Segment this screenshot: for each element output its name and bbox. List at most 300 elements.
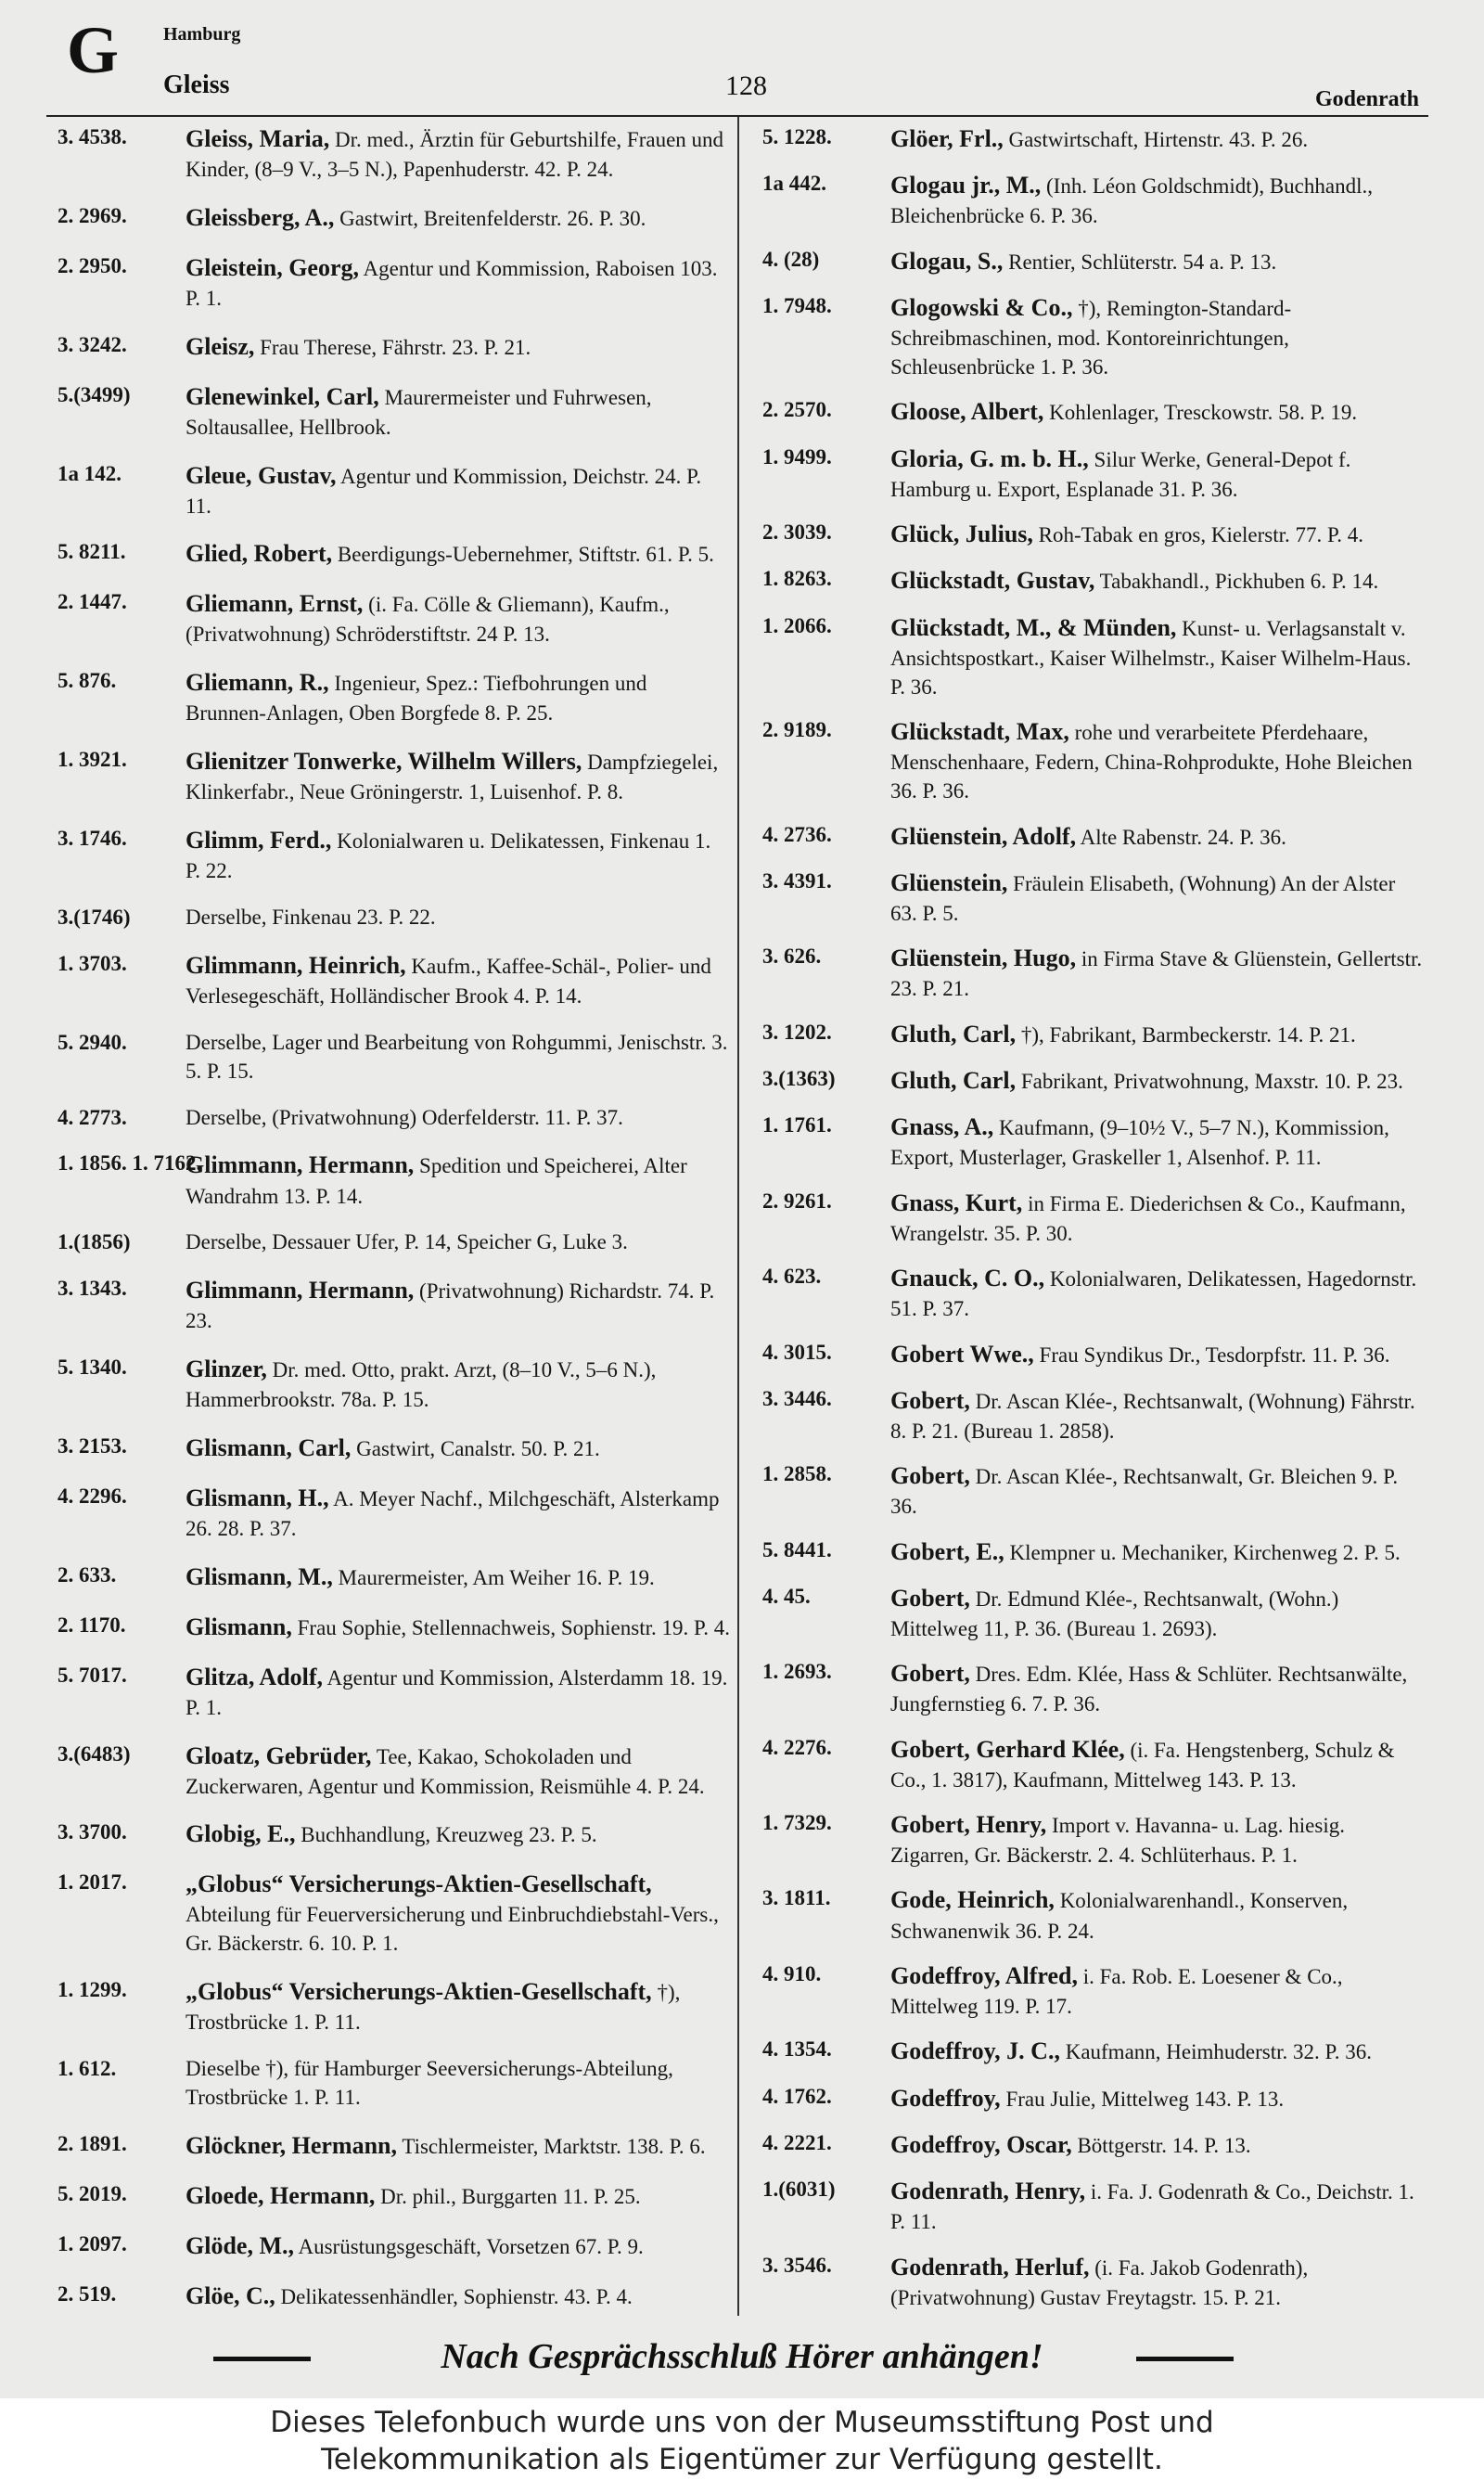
phone-number: 1. 7329.	[762, 1811, 832, 1835]
directory-entry	[762, 291, 1426, 381]
entry-body	[890, 395, 1426, 428]
entry-details: Frau Sophie, Stellennachweis, Sophienstr. 19. P. 4.	[297, 1615, 730, 1639]
entry-body	[186, 1482, 730, 1543]
entry-details: †), Fabrikant, Barmbeckerstr. 14. P. 21.	[1020, 1022, 1356, 1047]
directory-entry	[58, 330, 730, 363]
entry-name: Glöckner, Hermann,	[186, 2132, 397, 2160]
directory-entry	[762, 1111, 1426, 1172]
caption-line-2: Telekommunikation als Eigentümer zur Verfügung gestellt.	[321, 2443, 1163, 2477]
phone-number: 5. 1340.	[58, 1356, 127, 1380]
entry-body	[890, 942, 1426, 1003]
directory-entry	[762, 1384, 1426, 1446]
entry-details: (Inh. Léon Goldschmidt), Buchhandl., Bleichenbrücke 6. P. 36.	[890, 174, 1373, 228]
directory-entry	[762, 2128, 1426, 2161]
entry-name: Gliemann, R.,	[186, 669, 329, 697]
phone-number: 1. 1856. 1. 7162.	[58, 1151, 202, 1176]
entry-details: Dr. phil., Burggarten 11. P. 25.	[380, 2184, 641, 2208]
entry-body	[186, 949, 730, 1010]
entry-body	[186, 2129, 730, 2162]
entry-body	[186, 1028, 730, 1086]
column-divider	[737, 117, 739, 2316]
entry-name: Glimmann, Heinrich,	[186, 951, 406, 979]
entry-details: Kaufm., Kaffee-Schäl-, Polier- und Verlesegeschäft, Holländischer Brook 4. P. 14.	[186, 954, 711, 1008]
directory-entry	[58, 459, 730, 520]
entry-details: A. Meyer Nachf., Milchgeschäft, Alsterkamp 26. 28. P. 37.	[186, 1486, 720, 1541]
entry-details: Gastwirt, Breitenfelderstr. 26. P. 30.	[339, 206, 646, 230]
entry-body	[186, 459, 730, 520]
entry-body	[890, 1536, 1426, 1568]
phone-number: 1. 2858.	[762, 1462, 832, 1486]
directory-entry	[762, 443, 1426, 504]
entry-name: Glienitzer Tonwerke, Wilhelm Willers,	[186, 748, 582, 776]
directory-entry	[58, 666, 730, 727]
directory-entry	[762, 518, 1426, 550]
entry-body	[890, 1459, 1426, 1521]
entry-details: Kunst- u. Verlagsanstalt v. Ansichtspostkart., Kaiser Wilhelmstr., Kaiser Wilhelm-Haus. P. 36.	[890, 616, 1412, 699]
phone-number: 1. 9499.	[762, 444, 832, 469]
phone-number: 4. 1762.	[762, 2084, 832, 2108]
entry-details: Ausrüstungsgeschäft, Vorsetzen 67. P. 9.	[298, 2234, 644, 2258]
directory-entry	[762, 564, 1426, 597]
directory-entry	[58, 1975, 730, 2037]
entry-body	[890, 1111, 1426, 1172]
phone-number: 3.(6483)	[58, 1741, 131, 1766]
phone-number: 1a 442.	[762, 172, 826, 196]
directory-entry	[58, 1740, 730, 1801]
entry-body	[890, 122, 1426, 155]
entry-body	[186, 745, 730, 806]
entry-name: Glimmann, Hermann,	[186, 1151, 415, 1179]
directory-entry	[762, 122, 1426, 155]
phone-number: 1a 142.	[58, 461, 122, 485]
entry-body	[890, 715, 1426, 805]
entry-details: Alte Rabenstr. 24. P. 36.	[1080, 825, 1286, 849]
directory-entry	[762, 2082, 1426, 2114]
phone-number: 3. 1343.	[58, 1277, 127, 1301]
entry-details: Frau Therese, Fährstr. 23. P. 21.	[260, 335, 531, 359]
directory-entry	[58, 1868, 730, 1958]
entry-name: Gleistein, Georg,	[186, 253, 360, 281]
entry-body	[890, 1262, 1426, 1323]
entry-name: Godenrath, Herluf,	[890, 2253, 1090, 2281]
archive-caption	[0, 2398, 1484, 2480]
phone-number: 4. 3015.	[762, 1340, 832, 1364]
entry-details: i. Fa. J. Godenrath & Co., Deichstr. 1. P. 11.	[890, 2180, 1414, 2234]
entry-details: Gastwirtschaft, Hirtenstr. 43. P. 26.	[1008, 128, 1309, 151]
phone-number: 3. 626.	[762, 944, 822, 969]
entry-body	[186, 1975, 730, 2037]
entry-details: Tee, Kakao, Schokoladen und Zuckerwaren, Agentur und Kommission, Reismühle 4. P. 24.	[186, 1744, 705, 1798]
entry-details: (i. Fa. Cölle & Gliemann), Kaufm.,(Privatwohnung) Schröderstiftstr. 24 P. 13.	[186, 593, 670, 647]
entry-details: Buchhandlung, Kreuzweg 23. P. 5.	[301, 1823, 597, 1847]
entry-name: Gleissberg, A.,	[186, 203, 335, 231]
footer-rule-right	[1136, 2357, 1234, 2361]
phone-number: 4. 2736.	[762, 822, 832, 846]
entry-body	[186, 2229, 730, 2262]
entry-details: Rentier, Schlüterstr. 54 a. P. 13.	[1008, 250, 1277, 274]
entry-details: (Privatwohnung) Richardstr. 74. P. 23.	[186, 1279, 715, 1333]
entry-details: Maurermeister, Am Weiher 16. P. 19.	[338, 1565, 655, 1589]
directory-entry	[762, 2035, 1426, 2067]
entry-body	[186, 330, 730, 363]
phone-number: 5. 8441.	[762, 1537, 832, 1561]
entry-body	[890, 1384, 1426, 1446]
entry-name: Glied, Robert,	[186, 540, 333, 568]
entry-name: Gobert, E.,	[890, 1537, 1004, 1565]
entry-name: Godeffroy, Oscar,	[890, 2130, 1072, 2158]
entry-details: i. Fa. Rob. E. Loesener & Co., Mittelweg 119. P. 17.	[890, 1964, 1343, 2018]
directory-entry	[58, 1227, 730, 1256]
directory-entry	[58, 2229, 730, 2262]
directory-entry	[762, 1536, 1426, 1568]
directory-entry	[58, 824, 730, 885]
phone-number: 3. 4391.	[762, 868, 832, 893]
directory-entry	[58, 251, 730, 313]
directory-entry	[762, 820, 1426, 853]
entry-name: Globig, E.,	[186, 1820, 296, 1848]
entry-body	[890, 291, 1426, 381]
entry-body	[890, 443, 1426, 504]
phone-number: 5.(3499)	[58, 382, 131, 406]
entry-details: Derselbe, Finkenau 23. P. 22.	[186, 906, 436, 929]
directory-entry	[58, 1028, 730, 1086]
entry-body	[186, 2179, 730, 2212]
entry-body	[186, 1661, 730, 1722]
entry-details: Tabakhandl., Pickhuben 6. P. 14.	[1099, 570, 1379, 594]
entry-body	[186, 1353, 730, 1414]
entry-details: Agentur und Kommission, Deichstr. 24. P. 11.	[186, 464, 702, 518]
entry-name: Gobert, Henry,	[890, 1811, 1047, 1839]
directory-entry	[58, 1432, 730, 1464]
entry-name: Glenewinkel, Carl,	[186, 382, 379, 410]
directory-entry	[58, 122, 730, 184]
phone-number: 2. 9261.	[762, 1189, 832, 1213]
entry-name: Glogau, S.,	[890, 247, 1004, 275]
phone-number: 1. 2693.	[762, 1660, 832, 1684]
entry-details: Dieselbe †), für Hamburger Seeversicherungs-Abteilung, Trostbrücke 1. P. 11.	[186, 2057, 673, 2110]
entry-details: Dr. Ascan Klée-, Rechtsanwalt, (Wohnung) Fährstr. 8. P. 21. (Bureau 1. 2858).	[890, 1389, 1415, 1443]
entry-details: (i. Fa. Hengstenberg, Schulz & Co., 1. 3817), Kaufmann, Mittelweg 143. P. 13.	[890, 1738, 1395, 1792]
phone-number: 4. 2276.	[762, 1735, 832, 1759]
directory-entry	[58, 949, 730, 1010]
entry-details: Dampfziegelei, Klinkerfabr., Neue Gröningerstr. 1, Luisenhof. P. 8.	[186, 751, 719, 804]
entry-body	[890, 820, 1426, 853]
phone-number: 2. 2950.	[58, 253, 127, 277]
phone-number: 3.(1746)	[58, 906, 131, 929]
phone-number: 1. 2097.	[58, 2231, 127, 2255]
phone-number: 5. 1228.	[762, 125, 832, 148]
entry-body	[186, 1611, 730, 1643]
directory-entry	[58, 1611, 730, 1643]
entry-body	[890, 2128, 1426, 2161]
entry-body	[890, 1582, 1426, 1643]
phone-number: 1. 7948.	[762, 294, 832, 318]
entry-body	[186, 1227, 730, 1256]
phone-number: 5. 876.	[58, 669, 117, 693]
phone-number: 3. 2153.	[58, 1434, 127, 1458]
directory-entry	[58, 1353, 730, 1414]
entry-details: Kohlenlager, Tresckowstr. 58. P. 19.	[1049, 401, 1358, 425]
phone-number: 2. 1447.	[58, 590, 127, 614]
entry-body	[186, 1274, 730, 1335]
entry-details: Ingenieur, Spez.: Tiefbohrungen und Brunnen-Anlagen, Oben Borgfede 8. P. 25.	[186, 672, 647, 726]
phone-number: 1.(6031)	[762, 2178, 836, 2202]
directory-entry	[58, 587, 730, 649]
entry-body	[186, 1149, 730, 1210]
entry-body	[890, 245, 1426, 277]
entry-body	[186, 537, 730, 570]
directory-entry	[762, 1187, 1426, 1248]
entry-body	[186, 2054, 730, 2112]
entry-name: Gleiss, Maria,	[186, 125, 330, 152]
entry-name: Glüenstein, Hugo,	[890, 944, 1077, 972]
directory-entry	[762, 2175, 1426, 2236]
phone-number: 3. 4538.	[58, 125, 127, 148]
city-label: Hamburg	[163, 24, 241, 45]
entry-details: Agentur und Kommission, Alsterdamm 18. 19. P. 1.	[186, 1665, 728, 1719]
directory-entry	[58, 537, 730, 570]
entry-details: Böttgerstr. 14. P. 13.	[1077, 2133, 1251, 2157]
entry-body	[186, 1432, 730, 1464]
entry-details: Dr. Ascan Klée-, Rechtsanwalt, Gr. Bleichen 9. P. 36.	[890, 1465, 1399, 1519]
phone-number: 1. 2017.	[58, 1870, 127, 1895]
entry-details: Silur Werke, General-Depot f. Hamburg u. Export, Esplanade 31. P. 36.	[890, 447, 1351, 501]
entry-body	[890, 1883, 1426, 1945]
entry-name: Gluth, Carl,	[890, 1067, 1017, 1095]
phone-number: 2. 633.	[58, 1562, 117, 1587]
directory-entry	[58, 1661, 730, 1722]
directory-entry	[58, 2179, 730, 2212]
entry-name: Glitza, Adolf,	[186, 1663, 324, 1690]
entry-name: Gluth, Carl,	[890, 1020, 1017, 1047]
entry-details: Beerdigungs-Uebernehmer, Stiftstr. 61. P. 5.	[337, 543, 714, 567]
entry-body	[890, 1733, 1426, 1794]
phone-number: 1. 1299.	[58, 1978, 127, 2002]
entry-name: Glöer, Frl.,	[890, 125, 1004, 152]
directory-entry	[762, 169, 1426, 230]
entry-details: Import v. Havanna- u. Lag. hiesig. Zigarren, Gr. Bäckerstr. 2. 4. Schlüterhaus. P. 1.	[890, 1814, 1345, 1868]
entry-name: Gleue, Gustav,	[186, 461, 337, 489]
last-entry-name: Godenrath	[1314, 87, 1419, 111]
phone-number: 1.(1856)	[58, 1230, 131, 1254]
phone-number: 2. 9189.	[762, 718, 832, 742]
entry-body	[890, 1338, 1426, 1370]
entry-body	[186, 1818, 730, 1850]
entry-name: Gloatz, Gebrüder,	[186, 1741, 372, 1769]
phone-number: 2. 1891.	[58, 2132, 127, 2156]
entry-body	[186, 122, 730, 184]
phone-number: 2. 2969.	[58, 203, 127, 227]
right-column	[762, 122, 1426, 2312]
entry-details: Kolonialwaren, Delikatessen, Hagedornstr. 51. P. 37.	[890, 1267, 1417, 1321]
phone-number: 3. 1811.	[762, 1886, 831, 1910]
entry-details: Maurermeister und Fuhrwesen, Soltausallee, Hellbrook.	[186, 385, 652, 439]
entry-body	[186, 380, 730, 442]
directory-entry	[58, 2054, 730, 2112]
entry-body	[890, 1064, 1426, 1097]
phone-number: 4. 2773.	[58, 1105, 127, 1129]
entry-name: „Globus“ Versicherungs-Aktien-Gesellschaft,	[186, 1870, 652, 1898]
directory-entry	[58, 745, 730, 806]
caption-line-1: Dieses Telefonbuch wurde uns von der Museumsstiftung Post und	[270, 2406, 1214, 2439]
entry-body	[890, 1960, 1426, 2021]
entry-details: Frau Julie, Mittelweg 143. P. 13.	[1005, 2087, 1285, 2111]
entry-name: Glismann, Carl,	[186, 1434, 352, 1462]
entry-name: Glöe, C.,	[186, 2281, 275, 2309]
entry-name: Gode, Heinrich,	[890, 1886, 1055, 1914]
phone-number: 2. 3039.	[762, 520, 832, 545]
phone-number: 3. 1202.	[762, 1020, 832, 1044]
phone-number: 2. 1170.	[58, 1613, 126, 1637]
entry-name: Gloede, Hermann,	[186, 2181, 376, 2209]
phone-number: 1. 2066.	[762, 613, 832, 637]
entry-body	[890, 518, 1426, 550]
entry-details: Derselbe, (Privatwohnung) Oderfelderstr. 11. P. 37.	[186, 1105, 623, 1129]
directory-entry	[58, 1149, 730, 1210]
entry-body	[186, 1868, 730, 1958]
entry-name: Glüenstein, Adolf,	[890, 822, 1077, 850]
entry-name: Glismann, H.,	[186, 1484, 329, 1511]
entry-body	[186, 251, 730, 313]
phone-number: 4. 45.	[762, 1584, 811, 1608]
directory-entry	[58, 2280, 730, 2312]
directory-entry	[762, 867, 1426, 928]
entry-details: Dr. med. Otto, prakt. Arzt, (8–10 V., 5–6 N.), Hammerbrookstr. 78a. P. 15.	[186, 1358, 657, 1412]
entry-name: Gloria, G. m. b. H.,	[890, 444, 1089, 472]
entry-name: Godeffroy, J. C.,	[890, 2037, 1060, 2065]
directory-entry	[762, 715, 1426, 805]
entry-details: †), Trostbrücke 1. P. 11.	[186, 1981, 681, 2035]
entry-name: Glogau jr., M.,	[890, 172, 1042, 199]
phone-number: 1. 3921.	[58, 748, 127, 772]
directory-entry	[58, 380, 730, 442]
entry-body	[186, 1103, 730, 1132]
entry-name: Gnass, Kurt,	[890, 1189, 1023, 1216]
entry-name: Glüenstein,	[890, 868, 1008, 896]
entry-name: Glück, Julius,	[890, 520, 1033, 548]
directory-entry	[762, 2251, 1426, 2312]
directory-entry	[58, 1274, 730, 1335]
directory-entry	[58, 1561, 730, 1593]
entry-details: Kaufmann, Heimhuderstr. 32. P. 36.	[1065, 2040, 1372, 2064]
entry-details: rohe und verarbeitete Pferdehaare, Menschenhaare, Federn, China-Rohprodukte, Hohe Bleichen 36. P. 36.	[890, 721, 1413, 803]
entry-name: Gobert,	[890, 1660, 970, 1688]
entry-details: Kolonialwarenhandl., Konserven, Schwanenwik 36. P. 24.	[890, 1889, 1349, 1943]
entry-details: in Firma E. Diederichsen & Co., Kaufmann, Wrangelstr. 35. P. 30.	[890, 1191, 1406, 1245]
directory-entry	[762, 611, 1426, 701]
entry-name: Gloose, Albert,	[890, 398, 1044, 426]
phone-number: 4. 2221.	[762, 2130, 832, 2154]
directory-entry	[762, 1064, 1426, 1097]
phone-number: 3. 3242.	[58, 332, 127, 356]
entry-name: Gnauck, C. O.,	[890, 1265, 1045, 1292]
directory-entry	[762, 1883, 1426, 1945]
directory-entry	[58, 1482, 730, 1543]
entry-details: Dr. med., Ärztin für Geburtshilfe, Frauen und Kinder, (8–9 V., 3–5 N.), Papenhuderstr. 42. P. 24.	[186, 128, 724, 182]
entry-body	[186, 587, 730, 649]
entry-name: Glogowski & Co.,	[890, 294, 1073, 322]
phone-number: 4. 910.	[762, 1961, 822, 1985]
phone-number: 3. 1746.	[58, 827, 127, 851]
entry-name: Gobert,	[890, 1462, 970, 1490]
phone-number: 5. 2019.	[58, 2181, 127, 2205]
phone-number: 3. 3446.	[762, 1386, 832, 1410]
entry-details: Agentur und Kommission, Raboisen 103. P. 1.	[186, 256, 718, 310]
phone-number: 1. 8263.	[762, 567, 832, 591]
entry-name: Gobert,	[890, 1386, 970, 1414]
directory-entry	[762, 1733, 1426, 1794]
entry-body	[186, 1561, 730, 1593]
entry-body	[186, 903, 730, 932]
entry-name: „Globus“ Versicherungs-Aktien-Gesellschaft,	[186, 1978, 652, 2006]
entry-body	[890, 1657, 1426, 1718]
entry-name: Glinzer,	[186, 1356, 267, 1383]
phone-number: 1. 1761.	[762, 1113, 832, 1137]
entry-details: Dres. Edm. Klée, Hass & Schlüter. Rechtsanwälte, Jungfernstieg 6. 7. P. 36.	[890, 1663, 1408, 1716]
entry-details: †), Remington-Standard-Schreibmaschinen, mod. Kontoreinrichtungen, Schleusenbrücke 1. P. 36.	[890, 297, 1292, 379]
entry-body	[890, 2082, 1426, 2114]
entry-body	[186, 201, 730, 234]
entry-body	[186, 666, 730, 727]
phone-number: 3. 3700.	[58, 1820, 127, 1844]
directory-entry	[58, 903, 730, 932]
entry-body	[890, 611, 1426, 701]
entry-details: Kolonialwaren u. Delikatessen, Finkenau 1. P. 22.	[186, 829, 711, 883]
section-letter: G	[67, 13, 120, 87]
entry-name: Glimmann, Hermann,	[186, 1277, 415, 1304]
entry-body	[890, 2035, 1426, 2067]
footer-slogan: Nach Gesprächsschluß Hörer anhängen!	[441, 2337, 1043, 2376]
entry-name: Glückstadt, Gustav,	[890, 567, 1095, 595]
directory-entry	[762, 1582, 1426, 1643]
directory-entry	[762, 1262, 1426, 1323]
entry-details: in Firma Stave & Glüenstein, Gellertstr. 23. P. 21.	[890, 947, 1423, 1001]
entry-body	[890, 564, 1426, 597]
entry-name: Gobert Wwe.,	[890, 1340, 1034, 1368]
directory-entry	[58, 1818, 730, 1850]
phone-number: 4. 1354.	[762, 2037, 832, 2062]
entry-details: Fräulein Elisabeth, (Wohnung) An der Alster 63. P. 5.	[890, 871, 1396, 926]
left-column	[58, 122, 730, 2312]
entry-name: Glückstadt, M., & Münden,	[890, 613, 1177, 641]
entry-details: Derselbe, Dessauer Ufer, P. 14, Speicher G, Luke 3.	[186, 1230, 628, 1254]
entry-body	[890, 2251, 1426, 2312]
entry-name: Gobert, Gerhard Klée,	[890, 1735, 1125, 1763]
phone-number: 4. 2296.	[58, 1484, 127, 1508]
directory-entry	[762, 1338, 1426, 1370]
phone-number: 5. 7017.	[58, 1663, 127, 1687]
entry-details: Gastwirt, Canalstr. 50. P. 21.	[356, 1437, 600, 1461]
entry-details: (i. Fa. Jakob Godenrath), (Privatwohnung) Gustav Freytagstr. 15. P. 21.	[890, 2255, 1309, 2309]
first-entry-name: Gleiss	[163, 71, 230, 99]
entry-body	[186, 2280, 730, 2312]
entry-details: Delikatessenhändler, Sophienstr. 43. P. 4.	[280, 2284, 633, 2308]
entry-name: Gleisz,	[186, 332, 255, 360]
entry-name: Glismann, M.,	[186, 1562, 333, 1590]
directory-entry	[58, 1103, 730, 1132]
directory-entry	[762, 245, 1426, 277]
entry-details: Dr. Edmund Klée-, Rechtsanwalt, (Wohn.) Mittelweg 11, P. 36. (Bureau 1. 2693).	[890, 1587, 1339, 1641]
phone-number: 1. 612.	[58, 2057, 117, 2081]
directory-entry	[762, 395, 1426, 428]
entry-body	[890, 1018, 1426, 1050]
entry-details: Tischlermeister, Marktstr. 138. P. 6.	[402, 2135, 706, 2159]
phone-number: 5. 2940.	[58, 1030, 127, 1054]
entry-name: Glückstadt, Max,	[890, 718, 1069, 746]
entry-details: Roh-Tabak en gros, Kielerstr. 77. P. 4.	[1038, 523, 1364, 547]
phone-number: 4. 623.	[762, 1265, 822, 1289]
entry-body	[890, 1187, 1426, 1248]
